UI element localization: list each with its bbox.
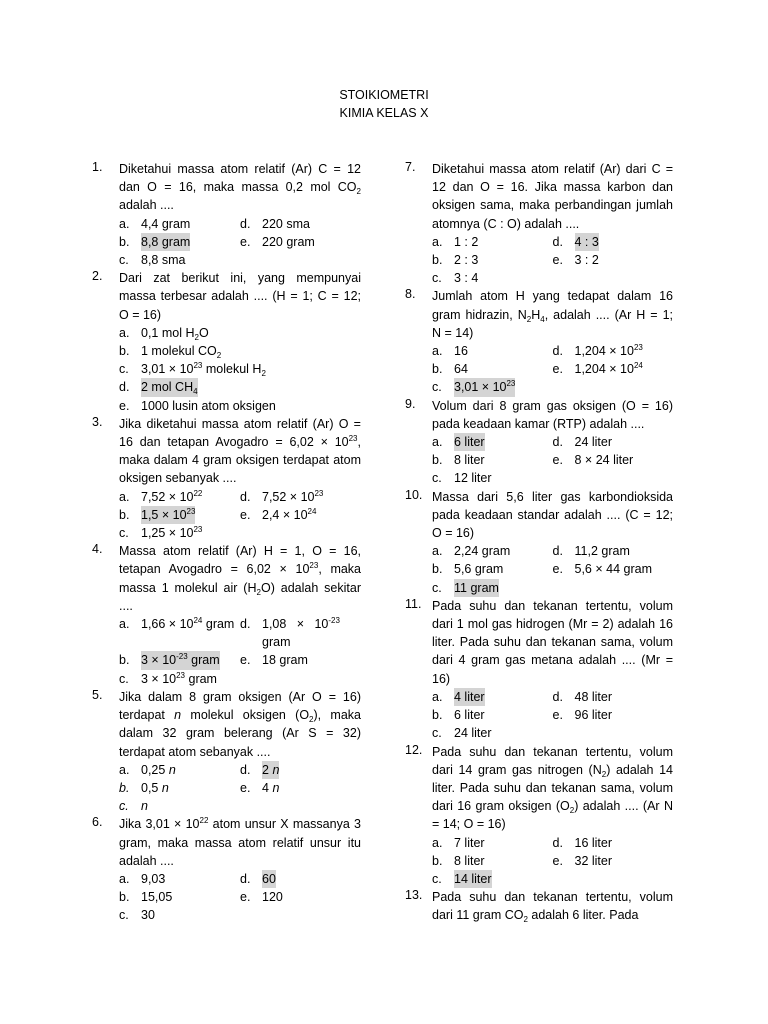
- option-c[interactable]: c. $1,25 \times 10^{23}$: [119, 525, 203, 541]
- options: [432, 542, 673, 597]
- option-a[interactable]: a. 4 liter: [432, 688, 553, 706]
- option-b[interactable]: b. $3 \times 10^{-23}$ gram: [119, 651, 240, 669]
- option-e[interactable]: e. 220 gram: [240, 234, 315, 249]
- option-a[interactable]: a. 0,1 mol $H_2O$: [119, 325, 209, 342]
- question-13: [405, 888, 673, 924]
- answer-highlight: 11 gram: [454, 579, 499, 597]
- option-c[interactable]: c. 14 liter: [432, 870, 553, 888]
- option-d[interactable]: d. 11,2 gram: [552, 544, 630, 559]
- option-a[interactable]: a. 4,4 gram: [119, 216, 191, 231]
- options: [119, 870, 361, 925]
- answer-highlight: 14 liter: [454, 870, 492, 888]
- question-number: 5.: [92, 687, 103, 702]
- question-text: Diketahui massa atom relatif (Ar) C = 12 dan O = 16, maka massa 0,2 mol $CO_2$ adalah ....: [119, 162, 361, 213]
- option-b[interactable]: b. 8 liter: [432, 453, 485, 468]
- option-a[interactable]: a. 16: [432, 344, 468, 359]
- option-c[interactable]: c. 12 liter: [432, 471, 492, 486]
- option-d[interactable]: d. 220 sma: [240, 216, 310, 231]
- option-b[interactable]: b. 64: [432, 362, 468, 377]
- option-a[interactable]: a. 9,03: [119, 871, 166, 886]
- question-number: 11.: [405, 596, 422, 611]
- option-d[interactable]: d. $1,08 \times 10^{-23}$ gram: [240, 616, 340, 650]
- options: [432, 342, 673, 397]
- question-7: [405, 160, 673, 287]
- option-e[interactable]: e. 1000 lusin atom oksigen: [119, 398, 276, 413]
- left-column: [92, 160, 361, 925]
- answer-highlight: 4 liter: [454, 688, 485, 706]
- question-9: [405, 397, 673, 488]
- option-e[interactable]: e. $2,4 \times 10^{24}$: [240, 506, 317, 522]
- option-b[interactable]: b. 1 molekul $CO_2$: [119, 344, 222, 361]
- question-number: 7.: [405, 160, 416, 174]
- question-number: 10.: [405, 487, 423, 502]
- option-d[interactable]: d. $7,52 \times 10^{23}$: [240, 488, 324, 504]
- question-12: [405, 743, 673, 889]
- option-c[interactable]: c. $3 \times 10^{23}$ gram: [119, 670, 217, 686]
- option-c[interactable]: c. n: [119, 799, 148, 814]
- question-number: 12.: [405, 742, 423, 757]
- option-a[interactable]: a. 6 liter: [432, 433, 553, 451]
- question-text: Jumlah atom H yang tedapat dalam 16 gram hidrazin, $N_2H_4$, adalah .... (Ar H = 1; N = 14): [432, 289, 673, 340]
- question-text: Pada suhu dan tekanan tertentu, volum dari 11 gram $CO_2$ adalah 6 liter. Pada: [432, 890, 673, 925]
- question-text: Volum dari 8 gram gas oksigen (O = 16) pada keadaan kamar (RTP) adalah ....: [432, 398, 673, 431]
- option-e[interactable]: e. 3 : 2: [552, 253, 599, 268]
- option-b[interactable]: b. 8 liter: [432, 853, 485, 868]
- question-number: 9.: [405, 396, 416, 411]
- question-5: [92, 688, 361, 815]
- answer-highlight: 4 : 3: [575, 233, 599, 251]
- option-b[interactable]: b. 6 liter: [432, 708, 485, 723]
- option-c[interactable]: c. 3 : 4: [432, 271, 479, 286]
- option-e[interactable]: e. 8 × 24 liter: [552, 453, 634, 468]
- question-number: 13.: [405, 888, 423, 903]
- question-1: [92, 160, 361, 269]
- options: [119, 215, 361, 270]
- answer-highlight: $1,5 \times 10^{23}$: [141, 506, 195, 524]
- question-text: Jika diketahui massa atom relatif (Ar) O = 16 dan tetapan Avogadro = $6,02 \times 10^{23}$, maka dalam 4 gram oksigen terdapat atom oksigen sebanyak ....: [119, 416, 361, 486]
- question-10: [405, 488, 673, 597]
- option-e[interactable]: e. 4 n: [240, 780, 280, 795]
- option-b[interactable]: b. 5,6 gram: [432, 562, 504, 577]
- option-d[interactable]: d. 2 n: [240, 761, 361, 779]
- answer-highlight: 8,8 gram: [141, 233, 190, 251]
- option-e[interactable]: e. 96 liter: [552, 708, 613, 723]
- option-a[interactable]: a. 2,24 gram: [432, 544, 511, 559]
- option-d[interactable]: d. 24 liter: [552, 435, 613, 450]
- question-number: 1.: [92, 160, 103, 174]
- question-4: [92, 542, 361, 688]
- option-b[interactable]: b. 15,05: [119, 890, 173, 905]
- question-text: Pada suhu dan tekanan tertentu, volum dari 1 mol gas hidrogen (Mr = 2) adalah 16 liter. Pada suhu dan tekanan sama, volum dari 4 gram gas metana adalah .... (Mr = 16): [432, 598, 673, 686]
- option-c[interactable]: c. $3,01 \times 10^{23}$: [432, 378, 553, 396]
- answer-highlight: $3 \times 10^{-23}$ gram: [141, 651, 220, 669]
- option-c[interactable]: c. $3,01 \times 10^{23}$ molekul $H_2$: [119, 361, 266, 379]
- question-6: [92, 815, 361, 924]
- options: [432, 688, 673, 743]
- option-c[interactable]: c. 30: [119, 908, 155, 923]
- question-number: 4.: [92, 542, 103, 557]
- option-c[interactable]: c. 8,8 sma: [119, 253, 186, 268]
- option-c[interactable]: c. 11 gram: [432, 579, 553, 597]
- question-11: [405, 597, 673, 743]
- question-3: [92, 415, 361, 542]
- question-text: Jika $3,01 \times 10^{22}$ atom unsur X massanya 3 gram, maka massa atom relatif unsur itu adalah ....: [119, 816, 361, 868]
- option-a[interactable]: a. 0,25 n: [119, 762, 176, 777]
- option-b[interactable]: b. 0,5 n: [119, 780, 169, 795]
- answer-highlight: $3,01 \times 10^{23}$: [454, 378, 515, 396]
- question-text: Dari zat berikut ini, yang mempunyai massa terbesar adalah .... (H = 1; C = 12; O = 16): [119, 271, 361, 322]
- question-text: Diketahui massa atom relatif (Ar) dari C = 12 dan O = 16. Jika massa karbon dan oksigen sama, maka perbandingan jumlah atomnya (C : O) adalah ....: [432, 162, 673, 231]
- option-d[interactable]: d. 4 : 3: [553, 233, 674, 251]
- option-d[interactable]: d. 60: [240, 870, 361, 888]
- question-text: Massa atom relatif (Ar) H = 1, O = 16, tetapan Avogadro = $6,02 \times 10^{23}$, maka massa 1 molekul air $(H_2O)$ adalah sekitar ....: [119, 544, 362, 613]
- answer-highlight: 6 liter: [454, 433, 485, 451]
- option-d[interactable]: d. 48 liter: [552, 689, 613, 704]
- page-subtitle: KIMIA KELAS X: [339, 106, 429, 120]
- option-e[interactable]: e. 5,6 × 44 gram: [552, 562, 652, 577]
- options: [432, 233, 673, 288]
- answer-highlight: 2 n: [262, 761, 279, 779]
- option-e[interactable]: e. 32 liter: [552, 853, 613, 868]
- question-text: Jika dalam 8 gram oksigen (Ar O = 16) terdapat n molekul oksigen $(O_2)$, maka dalam 32 gram belerang (Ar S = 32) terdapat atom sebanyak ....: [119, 689, 361, 759]
- options: [432, 834, 673, 889]
- option-e[interactable]: e. $1,204 \times 10^{24}$: [552, 361, 643, 377]
- question-text: Massa dari 5,6 liter gas karbondioksida pada keadaan standar adalah .... (C = 12; O = 16): [432, 489, 673, 541]
- answer-highlight: 2 mol $CH_4$: [141, 380, 198, 397]
- question-number: 6.: [92, 815, 103, 830]
- page-title: STOIKIOMETRI: [339, 88, 429, 102]
- option-b[interactable]: b. $1,5 \times 10^{23}$: [119, 506, 240, 524]
- options: [432, 433, 673, 488]
- option-b[interactable]: b. 2 : 3: [432, 253, 479, 268]
- option-e[interactable]: e. 18 gram: [240, 653, 308, 668]
- answer-highlight: 60: [262, 870, 276, 888]
- question-text: Pada suhu dan tekanan tertentu, volum dari 14 gram gas nitrogen $(N_2)$ adalah 14 liter. Pada suhu dan tekanan sama, volum dari 16 gram oksigen $(O_2)$ adalah .... (Ar N = 14; O = 16): [432, 744, 673, 832]
- option-a[interactable]: a. $1,66 \times 10^{24}$ gram: [119, 616, 235, 632]
- option-e[interactable]: e. 120: [240, 890, 283, 905]
- option-b[interactable]: b. 8,8 gram: [119, 233, 240, 251]
- option-a[interactable]: a. 7 liter: [432, 835, 485, 850]
- question-number: 3.: [92, 414, 103, 429]
- option-d[interactable]: d. 16 liter: [552, 835, 613, 850]
- question-number: 2.: [92, 269, 103, 284]
- option-a[interactable]: a. 1 : 2: [432, 234, 479, 249]
- question-2: [92, 269, 361, 415]
- options: [119, 615, 361, 688]
- right-column: [405, 160, 673, 925]
- option-a[interactable]: a. $7,52 \times 10^{22}$: [119, 488, 203, 504]
- option-d[interactable]: d. $1,204 \times 10^{23}$: [552, 343, 643, 359]
- question-8: [405, 287, 673, 396]
- option-d[interactable]: d. 2 mol $CH_4$: [119, 380, 198, 397]
- options: [119, 324, 361, 415]
- options: [119, 488, 361, 543]
- option-c[interactable]: c. 24 liter: [432, 726, 492, 741]
- options: [119, 761, 361, 816]
- question-number: 8.: [405, 287, 416, 302]
